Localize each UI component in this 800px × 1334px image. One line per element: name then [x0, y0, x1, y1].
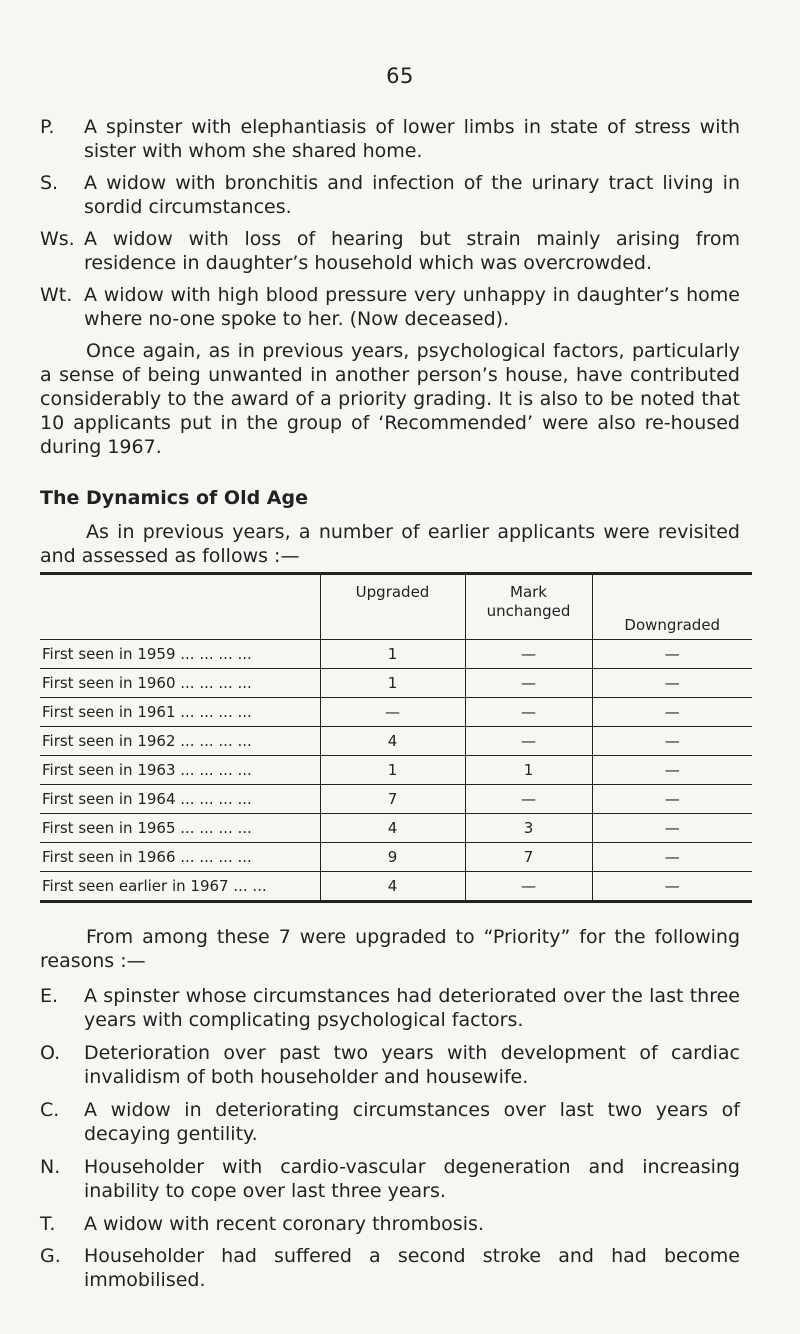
table-row [40, 785, 752, 814]
cell-upgraded: 9 [320, 843, 465, 872]
cell-unchanged: 7 [465, 843, 592, 872]
cell-unchanged: — [465, 872, 592, 902]
row-label: First seen in 1961 ... ... ... ... [40, 698, 320, 727]
header-downgraded: Downgraded [592, 574, 752, 640]
row-label: First seen in 1964 ... ... ... ... [40, 785, 320, 814]
cell-upgraded: 4 [320, 727, 465, 756]
cell-downgraded: — [592, 843, 752, 872]
assessment-table [40, 572, 752, 903]
case-code: O. [40, 1042, 61, 1064]
row-label: First seen in 1959 ... ... ... ... [40, 640, 320, 669]
case-code: E. [40, 985, 59, 1007]
cell-upgraded: 1 [320, 756, 465, 785]
row-label: First seen in 1966 ... ... ... ... [40, 843, 320, 872]
case-text: Householder with cardio-vascular degeneration and increasing inability to cope over last three years. [84, 1156, 740, 1202]
table-row [40, 814, 752, 843]
header-upgraded: Upgraded [320, 574, 465, 640]
case-text: A spinster whose circumstances had deteriorated over the last three years with complicating psychological factors. [84, 985, 740, 1031]
case-entry [40, 1155, 740, 1212]
case-code: C. [40, 1099, 60, 1121]
case-code: Ws. [40, 228, 75, 250]
cell-unchanged: 1 [465, 756, 592, 785]
paragraph-revisited: As in previous years, a number of earlier applicants were revisited and assessed as follows :— [40, 521, 740, 567]
cell-downgraded: — [592, 814, 752, 843]
table-row [40, 640, 752, 669]
case-entry [40, 115, 740, 171]
cell-upgraded: 4 [320, 872, 465, 902]
header-blank [40, 574, 320, 640]
case-code: Wt. [40, 284, 73, 306]
case-text: A widow with loss of hearing but strain mainly arising from residence in daughter’s household which was overcrowded. [84, 228, 740, 274]
table-header-row [40, 574, 752, 640]
cell-unchanged: — [465, 698, 592, 727]
case-text: A spinster with elephantiasis of lower limbs in state of stress with sister with whom she shared home. [84, 116, 740, 162]
cell-unchanged: 3 [465, 814, 592, 843]
case-entry [40, 227, 740, 283]
case-list-top [40, 115, 740, 339]
row-label: First seen in 1963 ... ... ... ... [40, 756, 320, 785]
section-heading: The Dynamics of Old Age [40, 487, 308, 509]
row-label: First seen in 1962 ... ... ... ... [40, 727, 320, 756]
case-text: Householder had suffered a second stroke and had become immobilised. [84, 1245, 740, 1291]
row-label: First seen in 1960 ... ... ... ... [40, 669, 320, 698]
cell-downgraded: — [592, 640, 752, 669]
case-list-bottom [40, 984, 740, 1300]
case-text: A widow with recent coronary thrombosis. [84, 1213, 484, 1235]
table-row [40, 669, 752, 698]
case-entry [40, 171, 740, 227]
paragraph-psychological-factors: Once again, as in previous years, psychological factors, particularly a sense of being unwanted in another person’s house, have contributed considerably to the award of a priority grading. It is also to be noted that 10 applicants put in the group of ‘Recommended’ were also re-housed during 1967. [40, 340, 740, 458]
table-row [40, 727, 752, 756]
case-code: P. [40, 116, 55, 138]
header-mark-unchanged-label: Mark unchanged [486, 583, 571, 620]
case-text: Deterioration over past two years with development of cardiac invalidism of both householder and housewife. [84, 1042, 740, 1088]
case-text: A widow with high blood pressure very unhappy in daughter’s home where no-one spoke to her. (Now deceased). [84, 284, 740, 330]
row-label: First seen earlier in 1967 ... ... [40, 872, 320, 902]
cell-downgraded: — [592, 785, 752, 814]
cell-upgraded: 7 [320, 785, 465, 814]
cell-downgraded: — [592, 756, 752, 785]
case-entry [40, 984, 740, 1041]
paragraph-upgraded-reasons: From among these 7 were upgraded to “Priority” for the following reasons :— [40, 926, 740, 972]
case-entry [40, 283, 740, 339]
cell-upgraded: 4 [320, 814, 465, 843]
header-mark-unchanged [465, 574, 592, 640]
page-number: 65 [386, 64, 414, 88]
table-row [40, 843, 752, 872]
table-row [40, 872, 752, 902]
table-row [40, 698, 752, 727]
case-code: N. [40, 1156, 61, 1178]
case-code: G. [40, 1245, 61, 1267]
case-entry [40, 1041, 740, 1098]
cell-downgraded: — [592, 727, 752, 756]
case-text: A widow in deteriorating circumstances over last two years of decaying gentility. [84, 1099, 740, 1145]
cell-unchanged: — [465, 785, 592, 814]
case-entry [40, 1098, 740, 1155]
cell-upgraded: 1 [320, 640, 465, 669]
cell-downgraded: — [592, 872, 752, 902]
cell-downgraded: — [592, 669, 752, 698]
case-entry [40, 1212, 740, 1244]
table-row [40, 756, 752, 785]
case-entry [40, 1244, 740, 1300]
cell-upgraded: — [320, 698, 465, 727]
cell-downgraded: — [592, 698, 752, 727]
case-code: T. [40, 1213, 56, 1235]
cell-upgraded: 1 [320, 669, 465, 698]
row-label: First seen in 1965 ... ... ... ... [40, 814, 320, 843]
case-text: A widow with bronchitis and infection of the urinary tract living in sordid circumstances. [84, 172, 740, 218]
cell-unchanged: — [465, 669, 592, 698]
case-code: S. [40, 172, 59, 194]
cell-unchanged: — [465, 640, 592, 669]
cell-unchanged: — [465, 727, 592, 756]
